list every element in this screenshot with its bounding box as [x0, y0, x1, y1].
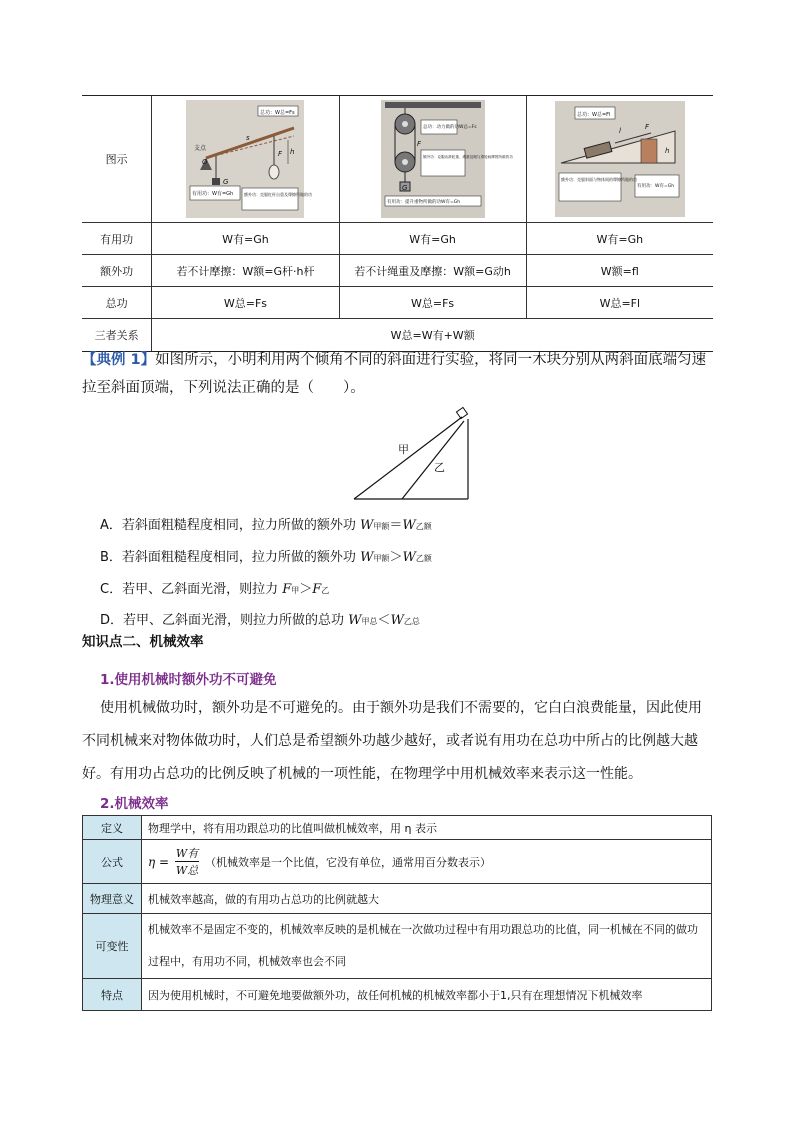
row-value: 物理学中，将有用功跟总功的比值叫做机械效率，用 η 表示 — [142, 816, 712, 840]
pulley-f-label: F — [416, 140, 421, 148]
cell: W有=Gh — [152, 223, 339, 255]
cell: W总=Fl — [526, 287, 713, 319]
section2-title: 2.机械效率 — [100, 796, 169, 812]
row-key: 公式 — [83, 840, 142, 884]
pulley-extra-label: 额外功：克服动滑轮重、绳重及绳与滑轮间摩擦所做的功 — [422, 155, 513, 159]
incline-diagram — [350, 405, 480, 501]
table-row — [83, 840, 712, 884]
pulley-g-label: G — [401, 184, 408, 192]
table-row — [83, 979, 712, 1011]
row-label: 总功 — [82, 287, 152, 319]
row-label: 三者关系 — [82, 319, 152, 352]
section1-title: 1.使用机械时额外功不可避免 — [100, 672, 277, 688]
option-b: B．若斜面粗糙程度相同，拉力所做的额外功 W甲额＞W乙额 — [100, 550, 432, 565]
formula-note: （机械效率是一个比值，它没有单位，通常用百分数表示） — [205, 855, 492, 869]
incline-extra-label: 额外功：克服斜面与物体间的摩擦所做的功 — [560, 177, 637, 182]
row-label: 有用功 — [82, 223, 152, 255]
knowledge-point-heading: 知识点二、机械效率 — [82, 634, 204, 650]
row-value: 机械效率越高，做的有用功占总功的比例就越大 — [142, 884, 712, 914]
incline-l-label: l — [618, 127, 621, 135]
lever-total-label: 总功：W总=Fs — [260, 110, 296, 116]
incline-total-label: 总功：W总=Fl — [576, 112, 611, 118]
row-label: 额外功 — [82, 255, 152, 287]
fraction — [175, 845, 199, 878]
s-label: s — [246, 134, 251, 142]
efficiency-table — [82, 815, 712, 1011]
cell: W总=Fs — [152, 287, 339, 319]
incline-photo — [555, 101, 685, 217]
cell: 若不计绳重及摩擦：W额=G动h — [339, 255, 526, 287]
option-c: C．若甲、乙斜面光滑，则拉力 F甲＞F乙 — [100, 582, 330, 597]
row-label: 图示 — [82, 96, 152, 223]
option-d: D．若甲、乙斜面光滑，则拉力所做的总功 W甲总＜W乙总 — [100, 613, 420, 628]
efficiency-formula — [148, 845, 491, 878]
lever-extra-label: 额外功：克服杠杆自重及摩擦所做的功 — [244, 192, 313, 197]
table-row — [83, 816, 712, 840]
table-row — [82, 287, 713, 319]
yi-label: 乙 — [434, 461, 445, 474]
section1-body: 使用机械做功时，额外功是不可避免的。由于额外功是我们不需要的，它白白浪费能量，因此使用不同机械来对物体做功时，人们总是希望额外功越少越好，或者说有用功在总功中所占的比例越大越好。有用功占总功的比例反映了机械的一项性能，在物理学中用机械效率来表示这一性能。 — [82, 700, 702, 782]
pulley-total-label: 总功：动力做的功W总=Fs — [422, 125, 477, 130]
table-row — [83, 914, 712, 979]
row-key: 定义 — [83, 816, 142, 840]
lever-useful-label: 有用功：W有=Gh — [192, 191, 234, 197]
denominator: W总 — [175, 864, 199, 877]
g-label: G — [223, 178, 229, 186]
eta-symbol: η = — [148, 854, 170, 869]
row-value: 机械效率不是固定不变的，机械效率反映的是机械在一次做功过程中有用功跟总功的比值，同一机械在不同的做功过程中，有用功不同，机械效率也会不同 — [142, 914, 712, 979]
pulley-useful-label: 有用功：提升重物所做的功W有=Gh — [386, 200, 460, 205]
f-label: F — [278, 150, 283, 158]
table-row-figure — [82, 96, 713, 223]
cell: W有=Gh — [526, 223, 713, 255]
o-label: O — [202, 158, 208, 166]
table-row — [83, 884, 712, 914]
option-a: A．若斜面粗糙程度相同，拉力所做的额外功 W甲额＝W乙额 — [100, 518, 432, 533]
example-text: 如图所示，小明利用两个倾角不同的斜面进行实验，将同一木块分别从两斜面底端匀速拉至斜面顶端，下列说法正确的是（ ）。 — [82, 352, 707, 396]
fulcrum-label: 支点 — [194, 145, 207, 152]
incline-h-label: h — [664, 147, 670, 155]
cell: W总=W有+W额 — [152, 319, 713, 352]
incline-f-label: F — [644, 123, 649, 131]
example-question — [82, 346, 712, 402]
incline-useful-label: 有用功：W有=Gh — [636, 184, 674, 189]
pulley-photo — [381, 100, 513, 218]
lever-photo — [186, 100, 313, 218]
row-key: 物理意义 — [83, 884, 142, 914]
row-key: 特点 — [83, 979, 142, 1011]
numerator: W有 — [175, 847, 199, 860]
example-tag: 【典例 1】 — [82, 352, 156, 368]
jia-label: 甲 — [398, 443, 409, 456]
cell: 若不计摩擦：W额=G杆·h杆 — [152, 255, 339, 287]
h-label: h — [290, 148, 295, 156]
table-row — [82, 255, 713, 287]
cell: W额=fl — [526, 255, 713, 287]
table-row — [82, 223, 713, 255]
row-value: 因为使用机械时，不可避免地要做额外功，故任何机械的机械效率都小于1,只有在理想情况下机械效率 — [142, 979, 712, 1011]
cell: W有=Gh — [339, 223, 526, 255]
row-key: 可变性 — [83, 914, 142, 979]
work-comparison-table — [82, 95, 713, 352]
cell: W总=Fs — [339, 287, 526, 319]
